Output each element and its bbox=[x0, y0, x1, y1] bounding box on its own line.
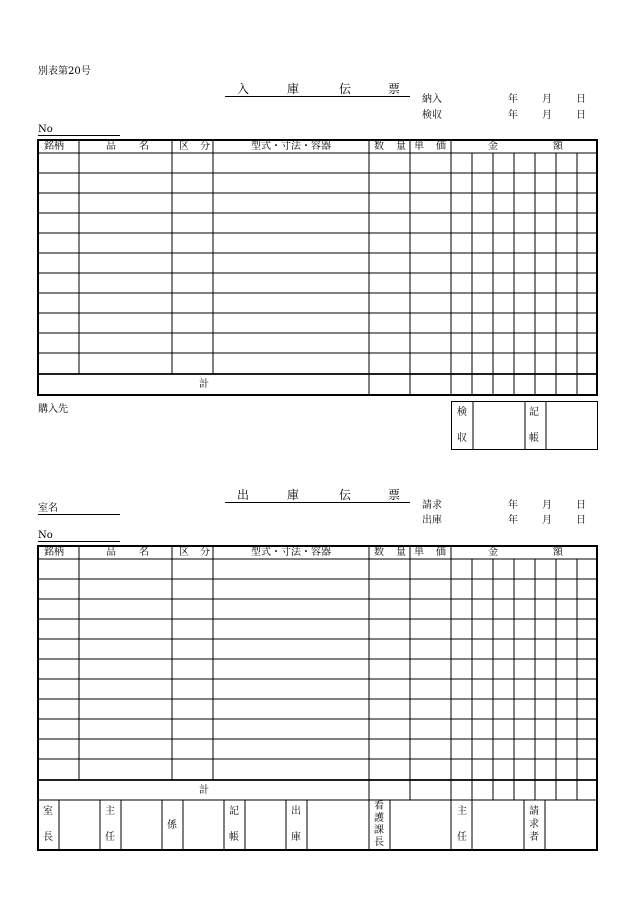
sig-chief-1-a: 主 bbox=[105, 806, 115, 817]
receipt-header-cat-2: 分 bbox=[200, 141, 210, 152]
receipt-header-qty-1: 数 bbox=[374, 141, 384, 152]
delivery-day: 日 bbox=[576, 94, 586, 105]
issue-title-char-4: 票 bbox=[388, 488, 401, 502]
issue-table bbox=[37, 545, 599, 852]
issue-title bbox=[225, 486, 410, 500]
issue-no-label: No bbox=[38, 530, 53, 541]
receipt-header-cat-1: 区 bbox=[179, 141, 189, 152]
receipt-header-brand: 銘柄 bbox=[44, 141, 64, 152]
issue-header-cat-2: 分 bbox=[200, 547, 210, 558]
request-month: 月 bbox=[542, 500, 552, 511]
inspection-label: 検収 bbox=[422, 110, 442, 121]
request-day: 日 bbox=[576, 500, 586, 511]
request-year: 年 bbox=[508, 500, 518, 511]
receipt-title-char-4: 票 bbox=[388, 82, 401, 96]
receipt-header-amount-2: 額 bbox=[553, 141, 563, 152]
room-line bbox=[38, 514, 120, 515]
receipt-table bbox=[37, 139, 599, 398]
sig-requester-3: 者 bbox=[529, 832, 539, 843]
issue-header-price-1: 単 bbox=[414, 547, 424, 558]
issue-header-qty-2: 量 bbox=[396, 547, 406, 558]
sig-staff: 係 bbox=[167, 820, 177, 831]
issue-header-item-1: 品 bbox=[106, 547, 116, 558]
sig-nursing-head-4: 長 bbox=[374, 837, 384, 848]
sig-ledger-a: 記 bbox=[229, 806, 239, 817]
sig-dispatch-b: 庫 bbox=[291, 832, 301, 843]
receipt-header-price-1: 単 bbox=[414, 141, 424, 152]
issue-header-amount-1: 金 bbox=[488, 547, 498, 558]
request-label: 請求 bbox=[422, 500, 442, 511]
receipt-header-item-1: 品 bbox=[106, 141, 116, 152]
receipt-title bbox=[225, 80, 410, 94]
approval-inspect-bottom: 収 bbox=[457, 433, 467, 444]
sig-requester-2: 求 bbox=[529, 819, 539, 830]
receipt-title-underline bbox=[225, 96, 410, 97]
receipt-header-price-2: 価 bbox=[436, 141, 446, 152]
sig-room-head-2: 長 bbox=[43, 832, 53, 843]
dispatch-label: 出庫 bbox=[422, 515, 442, 526]
receipt-no-line bbox=[38, 135, 120, 136]
sig-nursing-head-3: 課 bbox=[374, 825, 384, 836]
receipt-header-item-2: 名 bbox=[139, 141, 149, 152]
dispatch-month: 月 bbox=[542, 515, 552, 526]
room-label: 室名 bbox=[38, 503, 58, 514]
sig-chief-2-b: 任 bbox=[457, 832, 467, 843]
receipt-header-amount-1: 金 bbox=[488, 141, 498, 152]
sig-requester-1: 請 bbox=[529, 806, 539, 817]
issue-no-line bbox=[38, 541, 120, 542]
approval-inspect-top: 検 bbox=[457, 407, 467, 418]
delivery-year: 年 bbox=[508, 94, 518, 105]
receipt-title-char-2: 庫 bbox=[287, 82, 300, 96]
issue-total-label: 計 bbox=[199, 785, 209, 796]
inspection-month: 月 bbox=[542, 110, 552, 121]
delivery-month: 月 bbox=[542, 94, 552, 105]
issue-header-spec: 型式・寸法・容器 bbox=[251, 547, 331, 558]
receipt-no-label: No bbox=[38, 124, 53, 135]
issue-header-amount-2: 額 bbox=[553, 547, 563, 558]
receipt-title-char-3: 伝 bbox=[339, 82, 352, 96]
receipt-total-label: 計 bbox=[199, 379, 209, 390]
issue-header-cat-1: 区 bbox=[179, 547, 189, 558]
sig-ledger-b: 帳 bbox=[229, 832, 239, 843]
issue-header-item-2: 名 bbox=[139, 547, 149, 558]
form-number: 別表第20号 bbox=[38, 66, 91, 77]
sig-chief-1-b: 任 bbox=[105, 832, 115, 843]
approval-ledger-bottom: 帳 bbox=[529, 433, 539, 444]
issue-title-char-1: 出 bbox=[237, 488, 250, 502]
receipt-header-qty-2: 量 bbox=[396, 141, 406, 152]
sig-nursing-head-2: 護 bbox=[374, 813, 384, 824]
issue-title-underline bbox=[225, 502, 410, 503]
inspection-year: 年 bbox=[508, 110, 518, 121]
receipt-title-char-1: 入 bbox=[237, 82, 250, 96]
sig-nursing-head-1: 看 bbox=[374, 801, 384, 812]
dispatch-year: 年 bbox=[508, 515, 518, 526]
supplier-label: 購入先 bbox=[38, 404, 68, 415]
dispatch-day: 日 bbox=[576, 515, 586, 526]
issue-header-price-2: 価 bbox=[436, 547, 446, 558]
issue-header-brand: 銘柄 bbox=[44, 547, 64, 558]
receipt-approval-boxes bbox=[451, 401, 599, 451]
issue-title-char-3: 伝 bbox=[339, 488, 352, 502]
inspection-day: 日 bbox=[576, 110, 586, 121]
receipt-header-spec: 型式・寸法・容器 bbox=[251, 141, 331, 152]
sig-chief-2-a: 主 bbox=[457, 806, 467, 817]
delivery-label: 納入 bbox=[422, 94, 442, 105]
sig-dispatch-a: 出 bbox=[291, 806, 301, 817]
issue-header-qty-1: 数 bbox=[374, 547, 384, 558]
approval-ledger-top: 記 bbox=[529, 407, 539, 418]
issue-title-char-2: 庫 bbox=[287, 488, 300, 502]
sig-room-head-1: 室 bbox=[43, 806, 53, 817]
